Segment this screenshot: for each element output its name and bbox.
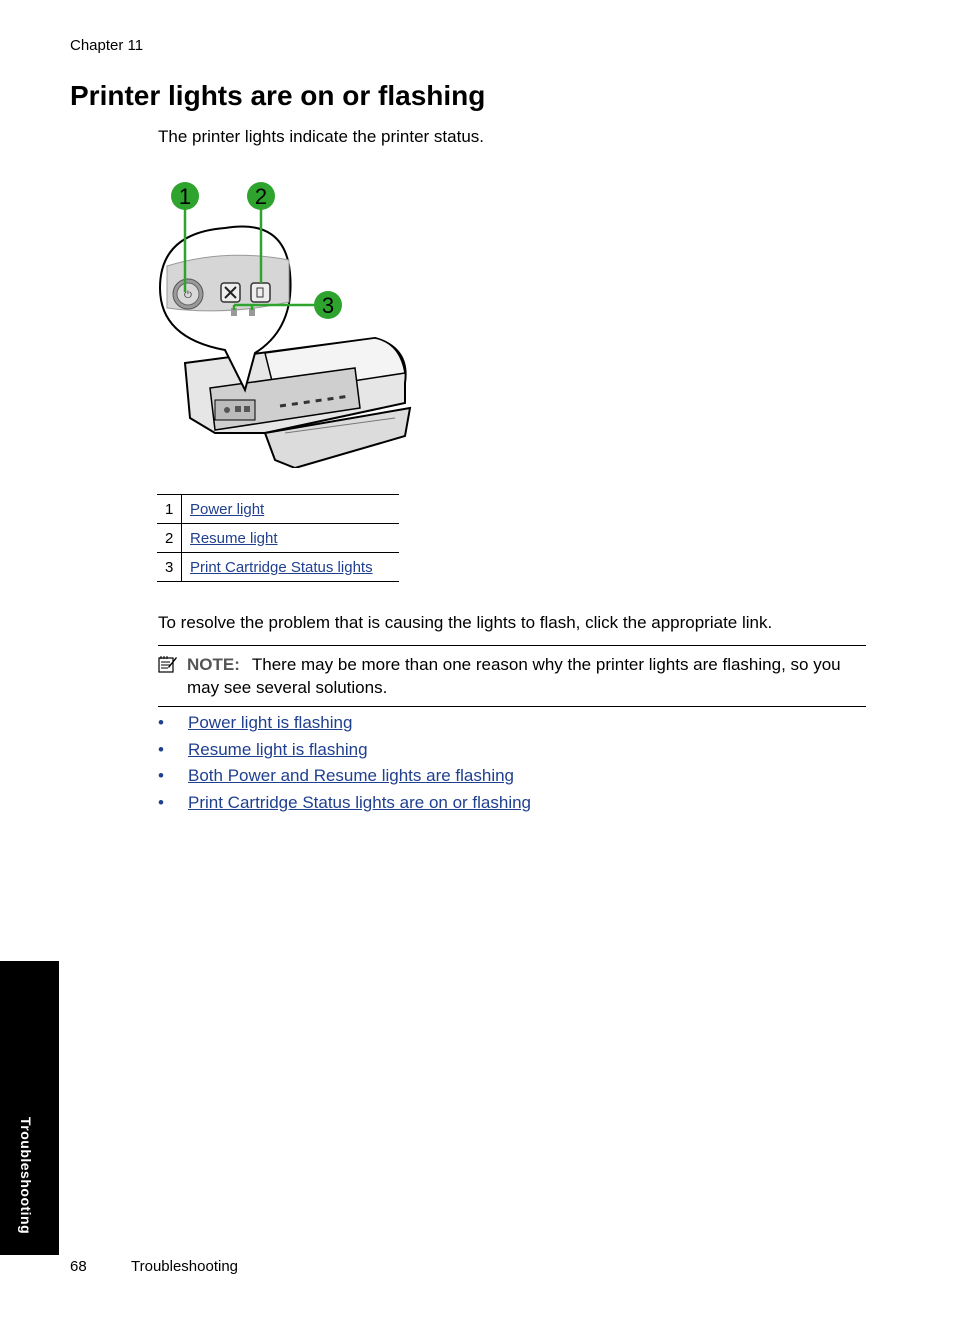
table-row bbox=[157, 553, 399, 582]
cartridge-status-link[interactable]: Print Cartridge Status lights bbox=[190, 558, 373, 576]
callout-3-number: 3 bbox=[321, 293, 335, 318]
table-row bbox=[157, 524, 399, 553]
page-number: 68 bbox=[70, 1258, 87, 1275]
list-item bbox=[158, 791, 531, 818]
bullet-icon: • bbox=[158, 793, 164, 813]
table-row bbox=[157, 495, 399, 524]
note-label: NOTE: bbox=[187, 655, 240, 674]
resolve-text: To resolve the problem that is causing the lights to flash, click the appropriate link. bbox=[158, 613, 773, 632]
side-tab-label: Troubleshooting bbox=[18, 1117, 34, 1235]
callout-table bbox=[157, 494, 399, 582]
bullet-icon: • bbox=[158, 739, 164, 759]
callout-2-number: 2 bbox=[254, 184, 268, 209]
intro-text: The printer lights indicate the printer status. bbox=[158, 127, 484, 146]
printer-figure bbox=[155, 178, 415, 468]
bullet-icon: • bbox=[158, 713, 164, 732]
note-icon bbox=[158, 655, 178, 673]
callout-number: 2 bbox=[157, 524, 182, 553]
chapter-label: Chapter 11 bbox=[70, 37, 144, 54]
printer-illustration bbox=[155, 178, 415, 468]
power-light-link[interactable]: Power light bbox=[190, 500, 265, 518]
note-box bbox=[158, 645, 866, 707]
both-lights-flashing-link[interactable]: Both Power and Resume lights are flashing bbox=[188, 766, 515, 786]
list-item bbox=[158, 764, 531, 791]
solution-links bbox=[158, 711, 531, 818]
cartridge-lights-flashing-link[interactable]: Print Cartridge Status lights are on or flashing bbox=[188, 793, 532, 813]
callout-number: 3 bbox=[157, 553, 182, 582]
note-text: There may be more than one reason why the printer lights are flashing, so you may see several solutions. bbox=[187, 655, 841, 697]
callout-2 bbox=[247, 182, 275, 210]
footer-section: Troubleshooting bbox=[131, 1258, 239, 1275]
list-item bbox=[158, 738, 531, 765]
power-light-flashing-link[interactable]: Power light is flashing bbox=[188, 713, 353, 732]
list-item bbox=[158, 711, 531, 738]
callout-3 bbox=[314, 291, 342, 319]
printer-body bbox=[185, 338, 410, 468]
callout-1 bbox=[171, 182, 199, 210]
page-title: Printer lights are on or flashing bbox=[70, 80, 486, 111]
resume-light-flashing-link[interactable]: Resume light is flashing bbox=[188, 739, 368, 759]
svg-text:⏻: ⏻ bbox=[184, 290, 192, 301]
callout-number: 1 bbox=[157, 495, 182, 524]
bullet-icon: • bbox=[158, 766, 164, 786]
callout-1-number: 1 bbox=[178, 184, 192, 209]
resume-light-link[interactable]: Resume light bbox=[190, 529, 278, 547]
